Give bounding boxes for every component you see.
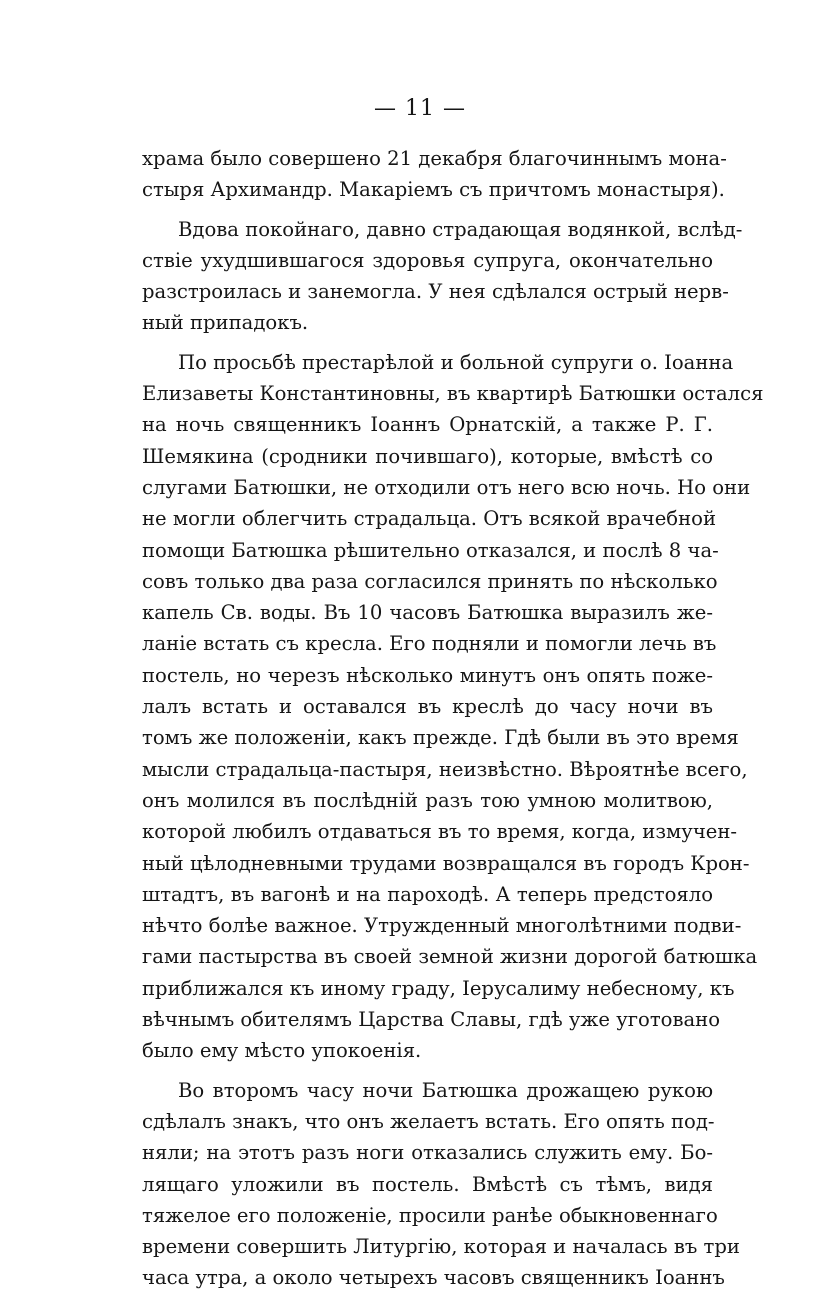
text-line: Шемякина (сродники почившаго), которые, вмѣстѣ со (142, 444, 713, 468)
text-line: ланіе встать съ кресла. Его подняли и помогли лечь въ (142, 632, 717, 656)
text-line: постель, но черезъ нѣсколько минутъ онъ опять поже- (142, 663, 713, 687)
text-line: нѣчто болѣе важное. Утружденный многолѣтними подви- (142, 914, 742, 938)
text-line: ный припадокъ. (142, 311, 309, 335)
body-text (142, 143, 764, 1294)
text-line: разстроилась и занемогла. У нея сдѣлался острый нерв- (142, 280, 729, 304)
page-number: — 11 — (374, 96, 466, 121)
text-line: времени совершить Литургію, которая и началась въ три (142, 1235, 740, 1259)
text-line: Вдова покойнаго, давно страдающая водянкой, вслѣд- (178, 217, 743, 241)
text-line: лалъ встать и оставался въ креслѣ до часу ночи въ (142, 695, 713, 719)
text-line: томъ же положеніи, какъ прежде. Гдѣ были въ это время (142, 726, 739, 750)
paragraph (142, 143, 727, 206)
paragraph (142, 214, 743, 339)
text-line: храма было совершено 21 декабря благочиннымъ мона- (142, 147, 727, 170)
text-line: стыря Архимандр. Макаріемъ съ причтомъ монастыря). (142, 178, 725, 202)
text-line: По просьбѣ престарѣлой и больной супруги о. Іоанна (178, 350, 734, 374)
text-line: совъ только два раза согласился принять по нѣсколько (142, 569, 718, 593)
text-line: капель Св. воды. Въ 10 часовъ Батюшка выразилъ же- (142, 601, 713, 625)
text-line: которой любилъ отдаваться въ то время, когда, измучен- (142, 820, 738, 844)
paragraph (142, 1075, 740, 1294)
text-line: ный цѣлодневными трудами возвращался въ городъ Крон- (142, 851, 750, 875)
text-line: Во второмъ часу ночи Батюшка дрожащею рукою (178, 1078, 713, 1102)
text-line: няли; на этотъ разъ ноги отказались служить ему. Бо- (142, 1141, 713, 1165)
text-line: сдѣлалъ знакъ, что онъ желаетъ встать. Его опять под- (142, 1109, 715, 1133)
paragraph (142, 347, 764, 1067)
text-line: приближался къ иному граду, Іерусалиму небесному, къ (142, 976, 735, 1000)
text-line: ствіе ухудшившагося здоровья супруга, окончательно (142, 248, 713, 272)
text-line: на ночь священникъ Іоаннъ Орнатскій, а также Р. Г. (142, 413, 713, 437)
text-line: лящаго уложили въ постель. Вмѣстѣ съ тѣмъ, видя (142, 1172, 713, 1196)
text-line: штадтъ, въ вагонѣ и на пароходѣ. А теперь предстояло (142, 882, 713, 906)
text-line: вѣчнымъ обителямъ Царства Славы, гдѣ уже уготовано (142, 1008, 721, 1032)
text-line: гами пастырства въ своей земной жизни дорогой батюшка (142, 945, 758, 969)
text-line: тяжелое его положеніе, просили ранѣе обыкновеннаго (142, 1203, 718, 1227)
text-line: помощи Батюшка рѣшительно отказался, и послѣ 8 ча- (142, 538, 719, 562)
text-line: мысли страдальца-пастыря, неизвѣстно. Вѣроятнѣе всего, (142, 757, 748, 781)
text-line: онъ молился въ послѣдній разъ тою умною молитвою, (142, 788, 713, 812)
text-line: было ему мѣсто упокоенія. (142, 1039, 422, 1063)
text-line: слугами Батюшки, не отходили отъ него всю ночь. Но они (142, 475, 751, 499)
text-line: Елизаветы Константиновны, въ квартирѣ Батюшки остался (142, 382, 764, 406)
text-line: часа утра, а около четырехъ часовъ священникъ Іоаннъ (142, 1266, 725, 1290)
text-line: не могли облегчить страдальца. Отъ всякой врачебной (142, 507, 717, 531)
